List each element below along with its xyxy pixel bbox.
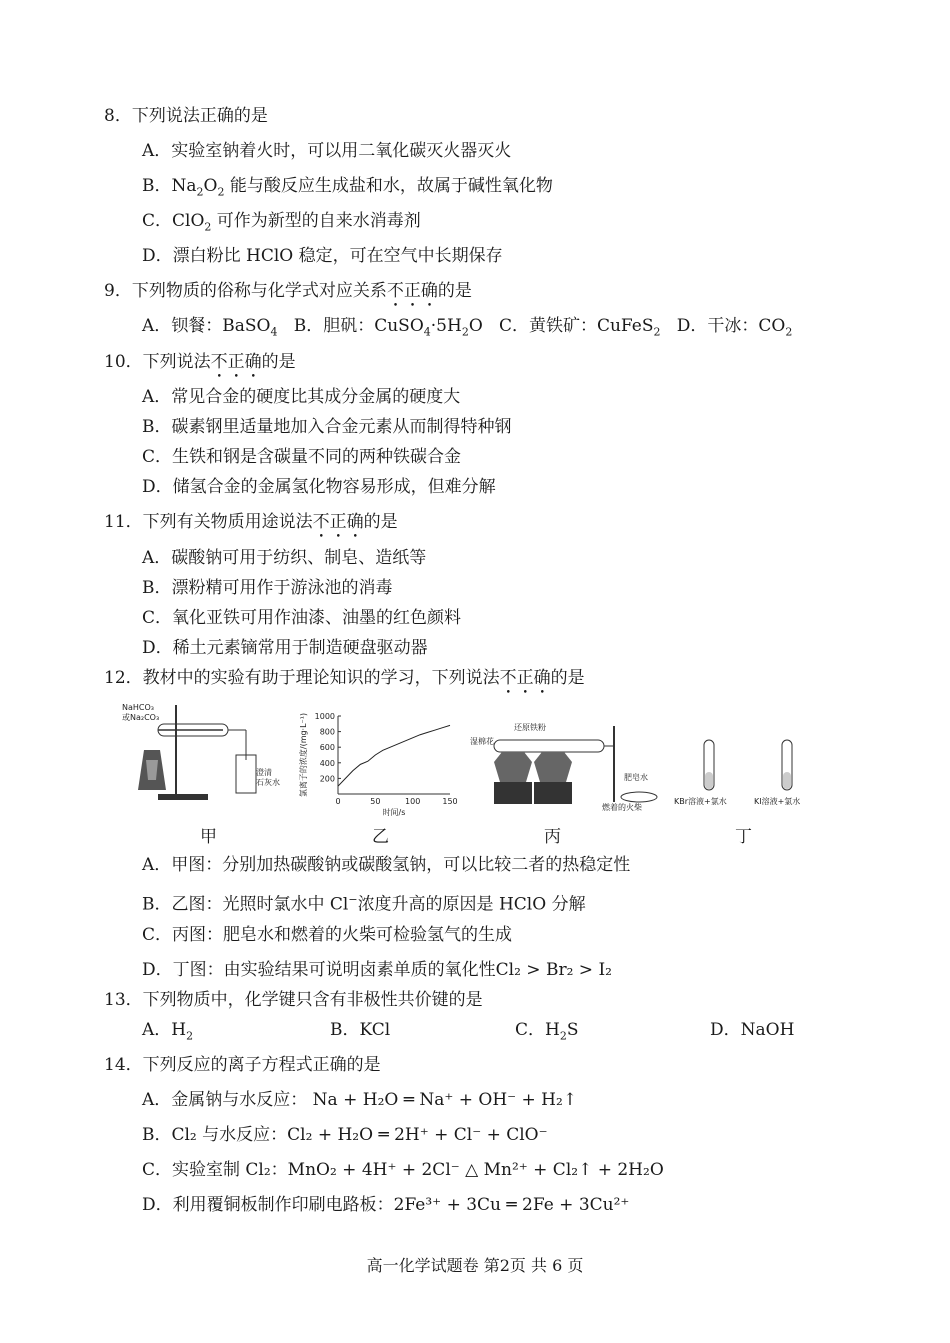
q14-option-b: B．Cl₂ 与水反应：Cl₂ + H₂O ═ 2H⁺ + Cl⁻ + ClO⁻ bbox=[142, 1125, 548, 1145]
fig1-lime-label1: 澄清 bbox=[256, 768, 272, 777]
q8-option-d: D．漂白粉比 HClO 稳定，可在空气中长期保存 bbox=[142, 246, 503, 266]
chart-x-tick-label: 150 bbox=[442, 797, 458, 806]
q13-option-b: B．KCl bbox=[330, 1020, 391, 1040]
q9-stem: 9．下列物质的俗称与化学式对应关系不正确的是 bbox=[104, 281, 472, 301]
chart-x-tick-label: 100 bbox=[405, 797, 421, 806]
q13-option-a: A．$H_2$ bbox=[142, 1020, 194, 1043]
q8-option-b: B．$Na_2O_2$ 能与酸反应生成盐和水，故属于碱性氧化物 bbox=[142, 176, 553, 199]
chart-y-tick-label: 800 bbox=[319, 727, 335, 737]
q13-option-c: C．$H_2S$ bbox=[515, 1020, 579, 1043]
fig4-tube2-label: KI溶液+氯水 bbox=[754, 797, 801, 806]
figure-jia-heating-apparatus bbox=[118, 700, 293, 805]
figure-bing-iron-steam-apparatus bbox=[464, 712, 669, 812]
q9-option-a: A．钡餐：BaSO$_4$ bbox=[142, 316, 278, 339]
q10-option-a: A．常见合金的硬度比其成分金属的硬度大 bbox=[142, 387, 461, 407]
figure-yi-chloride-chart bbox=[296, 708, 461, 820]
chart-x-tick-label: 50 bbox=[370, 797, 381, 806]
q11-option-d: D．稀土元素镝常用于制造硬盘驱动器 bbox=[142, 638, 428, 658]
fig-label-bing: 丙 bbox=[544, 827, 561, 847]
q11-option-c: C．氧化亚铁可用作油漆、油墨的红色颜料 bbox=[142, 608, 462, 628]
chart-y-tick-label: 400 bbox=[319, 758, 335, 768]
chart-series-line bbox=[338, 725, 450, 786]
fig3-iron-label: 还原铁粉 bbox=[514, 723, 546, 732]
q14-option-c: C．实验室制 Cl₂：MnO₂ + 4H⁺ + 2Cl⁻ △ Mn²⁺ + Cl₂↑ + 2H₂O bbox=[142, 1160, 664, 1180]
fig-label-jia: 甲 bbox=[200, 827, 217, 847]
q9-options bbox=[142, 315, 792, 343]
q11-option-a: A．碳酸钠可用于纺织、制皂、造纸等 bbox=[142, 548, 427, 568]
page-footer: 高一化学试题卷 第2页 共 6 页 bbox=[366, 1256, 584, 1275]
q10-stem: 10．下列说法不正确的是 bbox=[104, 352, 296, 372]
fig3-soap-label: 肥皂水 bbox=[624, 773, 648, 782]
chart-y-tick-label: 1000 bbox=[314, 712, 335, 721]
fig1-reagent1-label: NaHCO₃ bbox=[122, 703, 154, 712]
fig-label-yi: 乙 bbox=[372, 827, 389, 847]
q10-option-d: D．储氢合金的金属氢化物容易形成，但难分解 bbox=[142, 477, 496, 497]
q12-option-c: C．丙图：肥皂水和燃着的火柴可检验氢气的生成 bbox=[142, 925, 513, 945]
q11-stem: 11．下列有关物质用途说法不正确的是 bbox=[104, 512, 398, 532]
q13-option-d: D．NaOH bbox=[710, 1020, 795, 1040]
chart-y-tick-label: 200 bbox=[319, 774, 335, 784]
q9-option-c: C．黄铁矿：CuFeS$_2$ bbox=[498, 316, 661, 339]
q14-stem: 14．下列反应的离子方程式正确的是 bbox=[104, 1055, 381, 1075]
chart-x-tick-label: 0 bbox=[335, 797, 341, 806]
fig3-match-label: 燃着的火柴 bbox=[602, 803, 642, 812]
q12-option-d: D．丁图：由实验结果可说明卤素单质的氧化性Cl₂ > Br₂ > I₂ bbox=[142, 960, 612, 980]
chart-y-label: 氯离子的浓度/(mg·L⁻¹) bbox=[299, 712, 308, 798]
q12-option-b: B．乙图：光照时氯水中 Cl−浓度升高的原因是 HClO 分解 bbox=[142, 893, 586, 915]
fig-label-ding: 丁 bbox=[735, 827, 752, 847]
q10-option-c: C．生铁和钢是含碳量不同的两种铁碳合金 bbox=[142, 447, 462, 467]
q10-option-b: B．碳素钢里适量地加入合金元素从而制得特种钢 bbox=[142, 417, 512, 437]
q8-option-a: A．实验室钠着火时，可以用二氧化碳灭火器灭火 bbox=[142, 141, 512, 161]
fig4-tube1-label: KBr溶液+氯水 bbox=[674, 797, 727, 806]
q11-option-b: B．漂粉精可用作于游泳池的消毒 bbox=[142, 578, 393, 598]
q14-option-d: D．利用覆铜板制作印刷电路板：2Fe³⁺ + 3Cu ═ 2Fe + 3Cu²⁺ bbox=[142, 1195, 630, 1215]
q8-option-c: C．ClO$_2$ 可作为新型的自来水消毒剂 bbox=[142, 211, 421, 234]
figure-ding-test-tubes bbox=[672, 738, 827, 810]
fig1-reagent2-label: 或Na₂CO₃ bbox=[122, 713, 160, 722]
q8-stem: 8．下列说法正确的是 bbox=[104, 106, 268, 126]
q13-stem: 13．下列物质中，化学键只含有非极性共价键的是 bbox=[104, 990, 483, 1010]
chart-x-label: 时间/s bbox=[382, 808, 406, 817]
q12-stem: 12．教材中的实验有助于理论知识的学习，下列说法不正确的是 bbox=[104, 668, 585, 688]
chart-y-tick-label: 600 bbox=[319, 743, 335, 753]
q9-option-b: B．胆矾：$CuSO_4\cdot 5H_2O$ bbox=[293, 316, 483, 339]
q14-option-a: A．金属钠与水反应： Na + H₂O ═ Na⁺ + OH⁻ + H₂↑ bbox=[142, 1090, 578, 1110]
q9-option-d: D．干冰：$CO_2$ bbox=[676, 316, 793, 339]
fig1-lime-label2: 石灰水 bbox=[256, 778, 280, 787]
q12-option-a: A．甲图：分别加热碳酸钠或碳酸氢钠，可以比较二者的热稳定性 bbox=[142, 855, 631, 875]
fig3-cotton-label: 湿棉花 bbox=[470, 737, 494, 746]
